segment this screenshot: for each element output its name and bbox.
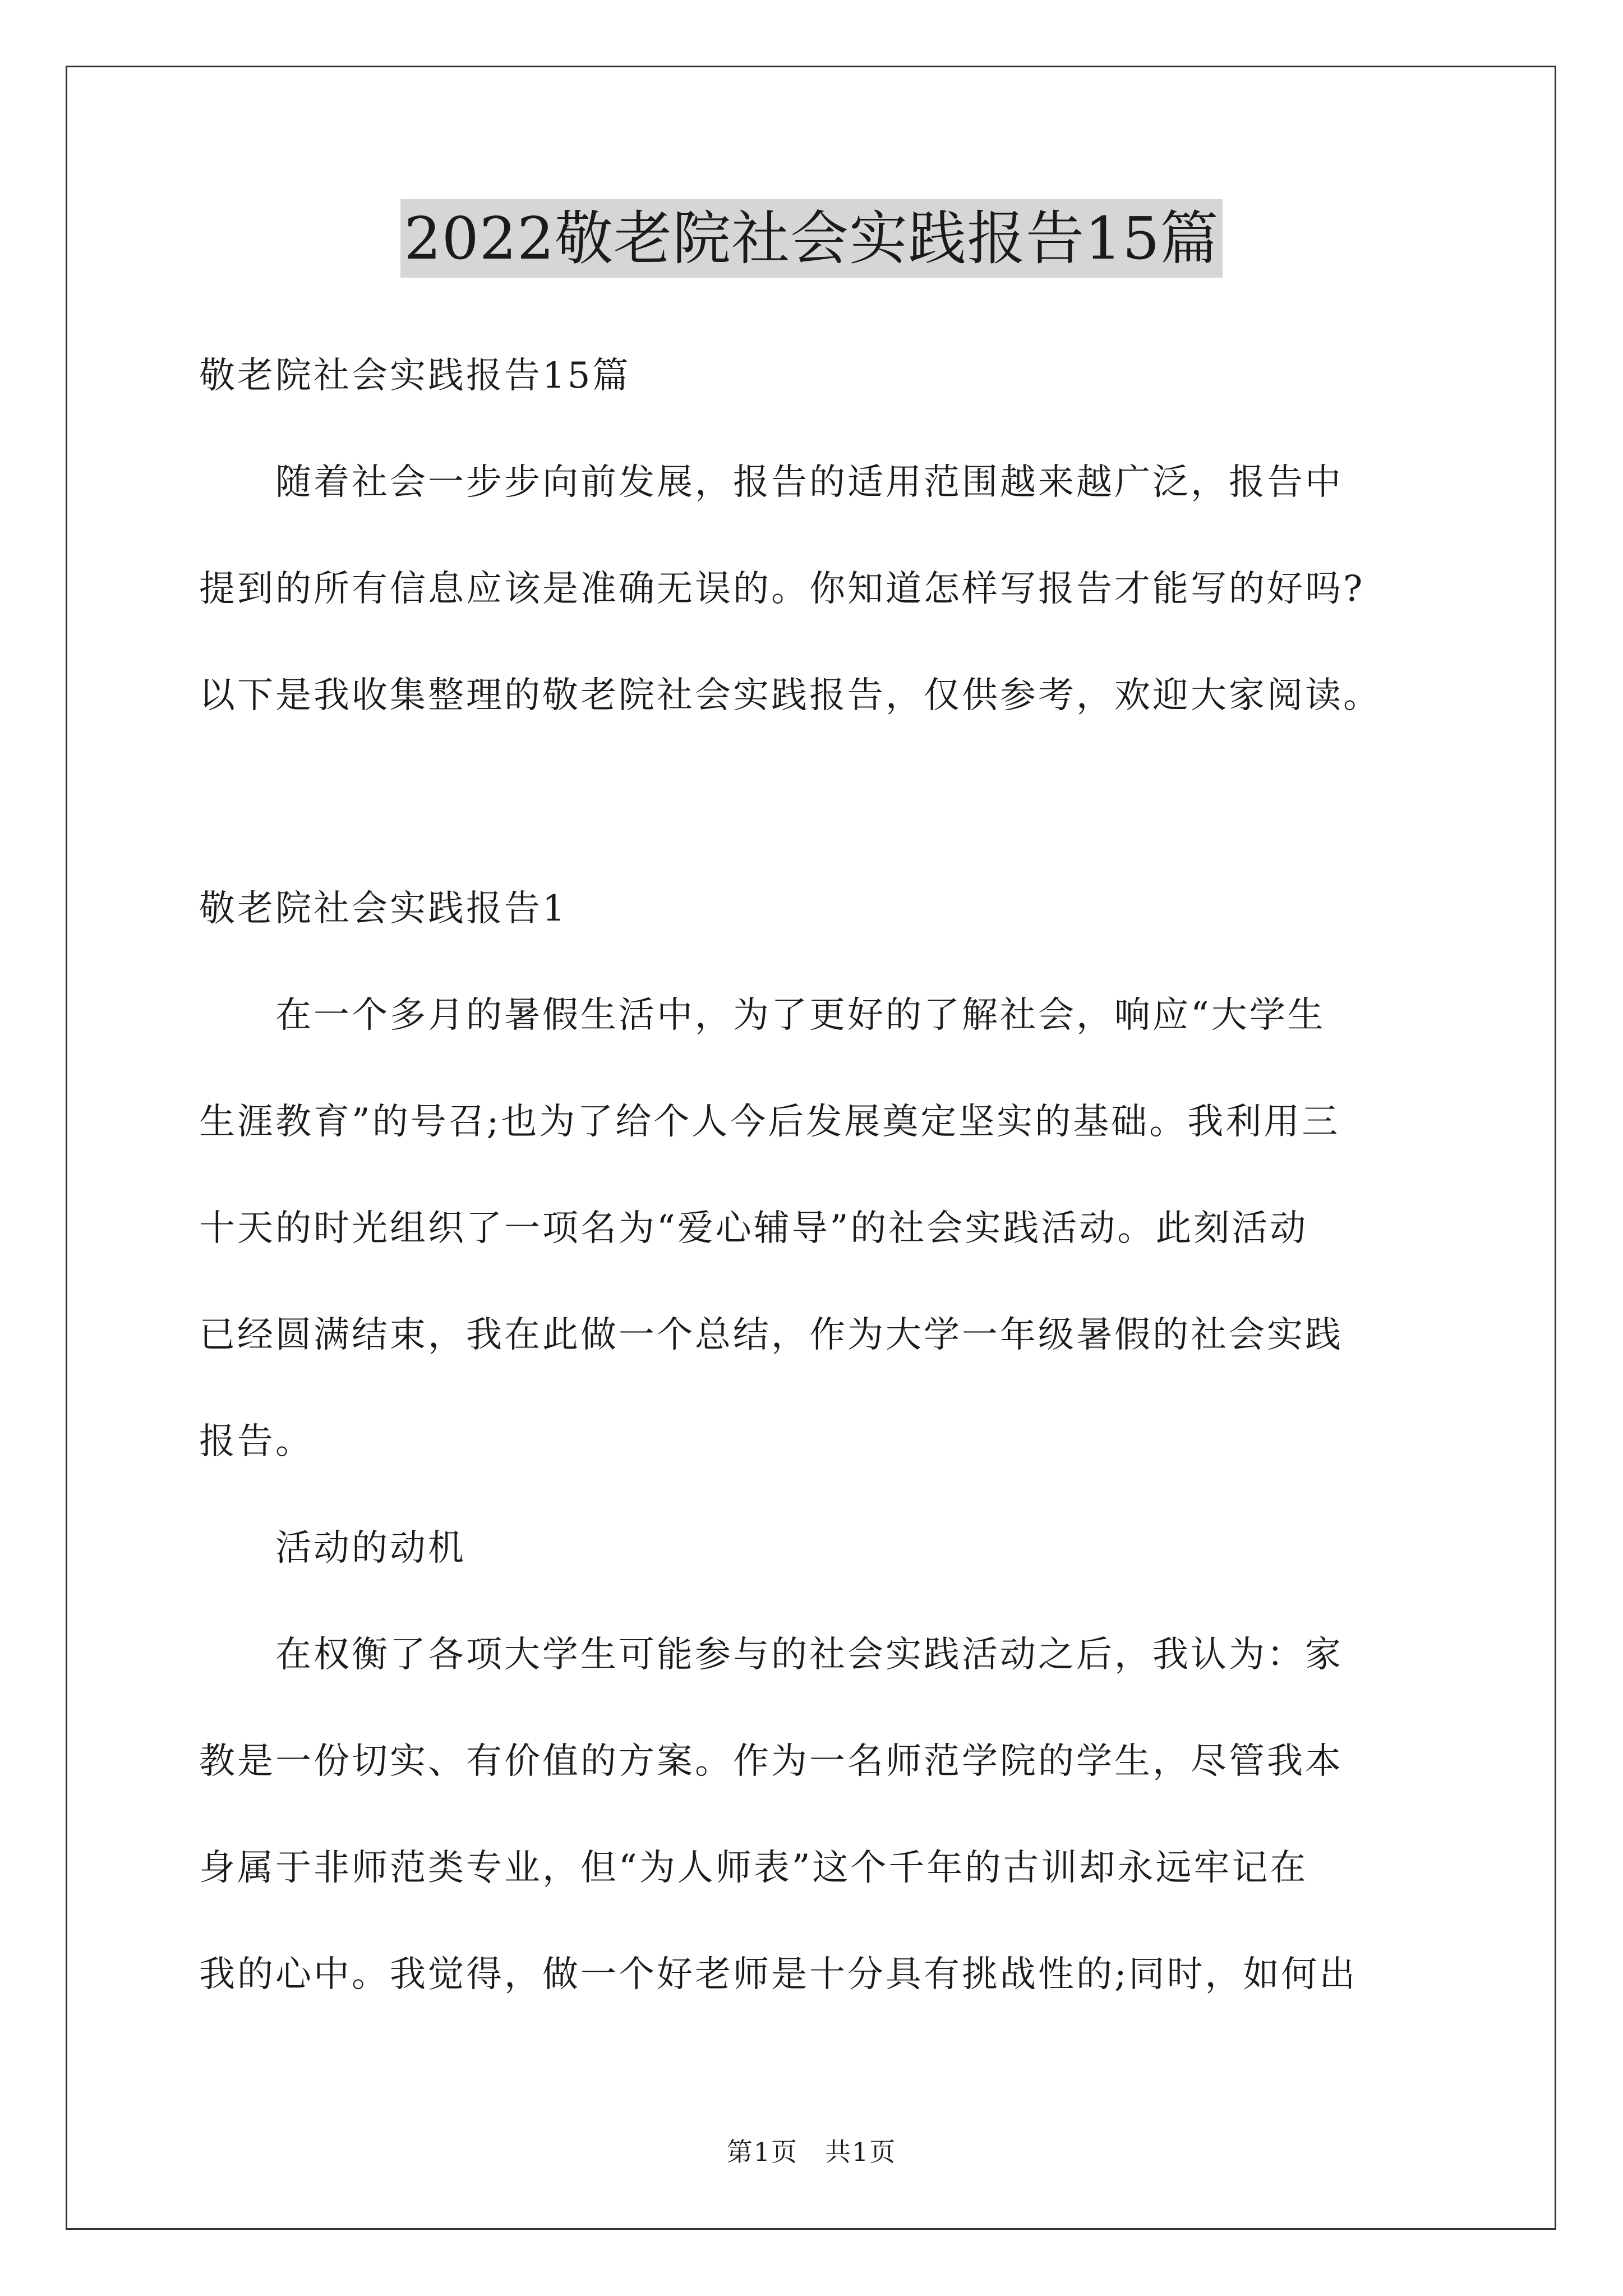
intro-line-1: 随着社会一步步向前发展，报告的适用范围越来越广泛，报告中 [199, 462, 1343, 503]
page-footer: 第1页 共1页 [726, 2137, 897, 2167]
section-line-2: 生涯教育”的号召;也为了给个人今后发展奠定坚实的基础。我利用三 [199, 1101, 1340, 1143]
section-line-4: 已经圆满结束，我在此做一个总结，作为大学一年级暑假的社会实践 [199, 1314, 1343, 1356]
sub-heading: 活动的动机 [199, 1527, 466, 1569]
section-line-5: 报告。 [199, 1421, 313, 1462]
motive-line-2: 教是一份切实、有价值的方案。作为一名师范学院的学生，尽管我本 [199, 1741, 1343, 1782]
section-line-1: 在一个多月的暑假生活中，为了更好的了解社会，响应“大学生 [199, 995, 1326, 1036]
subtitle: 敬老院社会实践报告15篇 [199, 355, 631, 397]
motive-line-3: 身属于非师范类专业，但“为人师表”这个千年的古训却永远牢记在 [199, 1847, 1308, 1889]
motive-line-4: 我的心中。我觉得，做一个好老师是十分具有挑战性的;同时，如何出 [199, 1954, 1358, 1995]
section-heading: 敬老院社会实践报告1 [199, 888, 568, 930]
motive-line-1: 在权衡了各项大学生可能参与的社会实践活动之后，我认为：家 [199, 1634, 1343, 1676]
document-title: 2022敬老院社会实践报告15篇 [400, 199, 1222, 278]
section-line-3: 十天的时光组织了一项名为“爱心辅导”的社会实践活动。此刻活动 [199, 1208, 1308, 1249]
intro-line-2: 提到的所有信息应该是准确无误的。你知道怎样写报告才能写的好吗? [199, 568, 1365, 610]
title-container [0, 199, 1623, 278]
intro-line-3: 以下是我收集整理的敬老院社会实践报告，仅供参考，欢迎大家阅读。 [199, 675, 1381, 716]
